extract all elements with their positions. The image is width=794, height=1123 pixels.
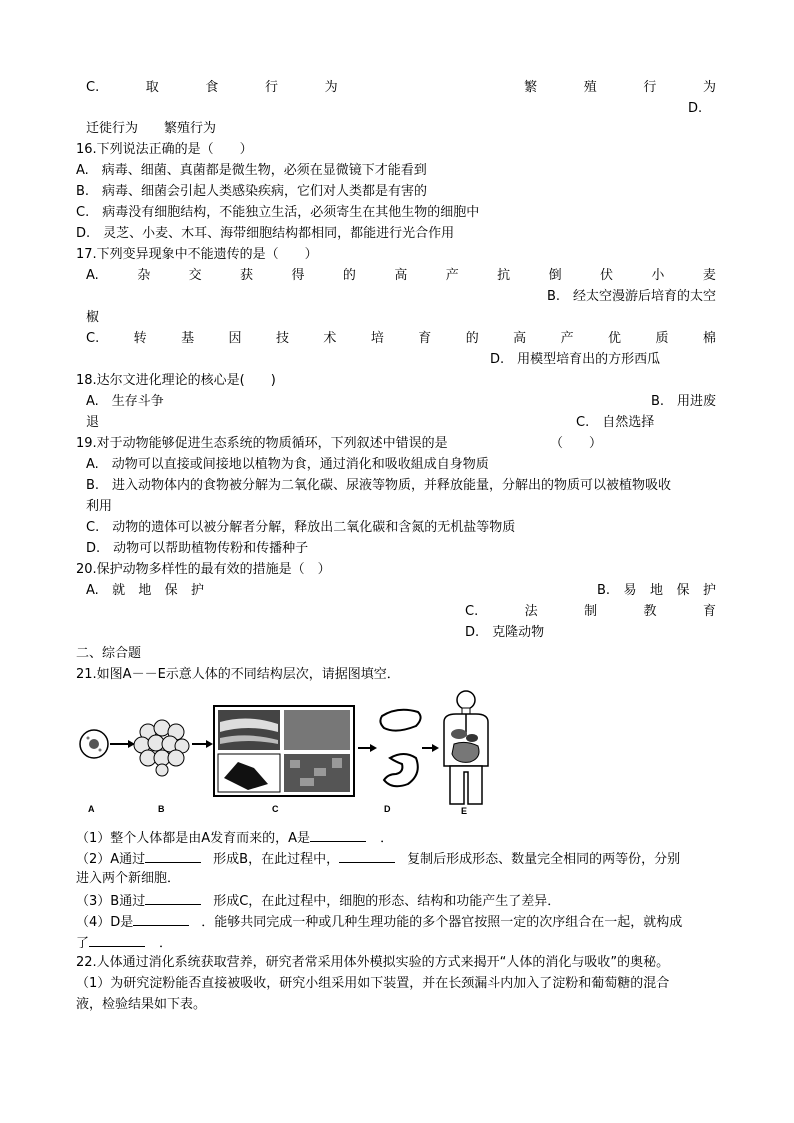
char: C.: [86, 80, 100, 95]
char: 技: [275, 331, 289, 346]
human-body-image: [444, 691, 488, 804]
char: 获: [240, 268, 254, 283]
char: 倒: [548, 268, 562, 283]
fertilized-egg-image: [80, 730, 108, 758]
char: 抗: [497, 268, 511, 283]
char: 为: [324, 80, 338, 95]
q20-stem: 20.保护动物多样性的最有效的措施是（ ）: [76, 562, 331, 577]
q21-sub-1: [76, 827, 393, 849]
char: 地: [138, 583, 152, 598]
answer-blank[interactable]: [89, 932, 145, 947]
char: 为: [702, 80, 716, 95]
char: 行: [643, 80, 657, 95]
organ-images: [380, 710, 420, 787]
q16-option-a: A. 病毒、细菌、真菌都是微生物，必须在显微镜下才能看到: [76, 163, 427, 178]
arrow-icon: [192, 740, 213, 748]
q15-option-c: [86, 78, 716, 98]
q18-stem: 18.达尔文进化理论的核心是( ): [76, 373, 276, 388]
q16-option-d: D. 灵芝、小麦、木耳、海带细胞结构都相同，都能进行光合作用: [76, 226, 455, 241]
char: 产: [560, 331, 574, 346]
figure-label-d: D: [384, 804, 391, 814]
char: 杂: [137, 268, 151, 283]
arrow-icon: [422, 744, 439, 752]
text: ．能够共同完成一种或几种生理功能的多个器官按照一定的次序组合在一起，就构成: [201, 915, 683, 930]
char: 制: [584, 604, 598, 619]
answer-blank[interactable]: [145, 848, 201, 863]
q16-stem: 16.下列说法正确的是（ ）: [76, 142, 253, 157]
q22-sub-1: （1）为研究淀粉能否直接被吸收，研究小组采用如下装置，并在长颈漏斗内加入了淀粉和葡萄糖的混合: [76, 976, 670, 991]
char: 转: [133, 331, 147, 346]
q17-option-a: [86, 266, 716, 286]
q20-option-a: [86, 581, 204, 601]
answer-blank[interactable]: [339, 848, 395, 863]
char: 基: [181, 331, 195, 346]
char: 繁: [524, 80, 538, 95]
char: 行: [264, 80, 278, 95]
q19-option-a: A. 动物可以直接或间接地以植物为食，通过消化和吸收組成自身物质: [86, 457, 489, 472]
char: 育: [418, 331, 432, 346]
char: 交: [188, 268, 202, 283]
answer-blank[interactable]: [310, 827, 366, 842]
char: 培: [370, 331, 384, 346]
q16-option-b: B. 病毒、细菌会引起人类感染疾病，它们对人类都是有害的: [76, 184, 428, 199]
q18-option-a: A. 生存斗争: [86, 394, 164, 409]
q17-stem: 17.下列变异现象中不能遗传的是（ ）: [76, 247, 318, 262]
char: 产: [445, 268, 459, 283]
q22-sub-1-wrap: 液，检验结果如下表。: [76, 997, 207, 1012]
text: （2）A通过: [76, 852, 146, 867]
text: 形成C，在此过程中，细胞的形态、结构和功能产生了差异．: [213, 894, 561, 909]
char: 就: [112, 583, 126, 598]
answer-blank[interactable]: [145, 890, 201, 905]
char: 保: [676, 583, 690, 598]
q21-sub-2: [76, 848, 680, 870]
body-structure-diagram: [78, 688, 498, 818]
answer-blank[interactable]: [133, 911, 189, 926]
section-heading: 二、综合题: [76, 646, 142, 661]
text: 形成B，在此过程中，: [213, 852, 340, 867]
q17-option-d: D. 用模型培育出的方形西瓜: [490, 352, 661, 367]
q17-option-b: B. 经太空漫游后培育的太空: [546, 289, 716, 304]
char: 的: [342, 268, 356, 283]
char: 得: [291, 268, 305, 283]
q17-option-b-wrap: 椒: [86, 310, 100, 325]
q18-option-c: C. 自然选择: [576, 415, 655, 430]
q20-option-b: [597, 581, 716, 601]
text: 了: [76, 936, 90, 951]
char: 术: [323, 331, 337, 346]
q18-option-b: B. 用进废: [650, 394, 716, 409]
text: 复制后形成形态、数量完全相同的两等份，分别: [407, 852, 681, 867]
char: 的: [465, 331, 479, 346]
char: 高: [513, 331, 527, 346]
char: 高: [394, 268, 408, 283]
char: A.: [86, 583, 99, 598]
q21-sub-2-wrap: 进入两个新细胞．: [76, 871, 181, 886]
text: （3）B通过: [76, 894, 146, 909]
q21-stem: 21.如图A－－E示意人体的不同结构层次，请据图填空．: [76, 667, 400, 682]
char: 伏: [600, 268, 614, 283]
char: 殖: [583, 80, 597, 95]
figure-label-a: A: [88, 804, 95, 814]
char: 质: [655, 331, 669, 346]
q19-option-b: B. 进入动物体内的食物被分解为二氧化碳、尿液等物质，并释放能量，分解出的物质可以被植物吸收: [86, 478, 672, 493]
q19-option-d: D. 动物可以帮助植物传粉和传播种子: [86, 541, 309, 556]
q21-sub-3: [76, 890, 560, 912]
q15-option-d-text: 迁徙行为 繁殖行为: [86, 121, 217, 136]
figure-label-c: C: [272, 804, 279, 814]
char: 护: [190, 583, 204, 598]
q19-answer-paren: （ ）: [550, 436, 603, 451]
q18-option-b-wrap: 退: [86, 415, 100, 430]
char: C.: [86, 331, 100, 346]
figure-label-b: B: [158, 804, 165, 814]
char: 保: [164, 583, 178, 598]
tissue-images: [214, 706, 354, 796]
char: 小: [651, 268, 665, 283]
char: B.: [597, 583, 611, 598]
q20-option-c: [465, 602, 716, 622]
char: 育: [702, 604, 716, 619]
figure-label-e: E: [461, 806, 468, 816]
char: C.: [465, 604, 479, 619]
arrow-icon: [358, 744, 377, 752]
text: ．: [159, 936, 173, 951]
char: 法: [524, 604, 538, 619]
char: 麦: [702, 268, 716, 283]
char: 护: [702, 583, 716, 598]
q19-stem: 19.对于动物能够促进生态系统的物质循环，下列叙述中错误的是: [76, 436, 448, 451]
char: 教: [643, 604, 657, 619]
q19-option-b-wrap: 利用: [86, 499, 113, 514]
q17-option-c: [86, 329, 716, 349]
char: 取: [145, 80, 159, 95]
q22-stem: 22.人体通过消化系统获取营养，研究者常采用体外模拟实验的方式来揭开“人体的消化与吸收”的奥秘。: [76, 955, 670, 970]
char: 棉: [702, 331, 716, 346]
q19-option-c: C. 动物的遗体可以被分解者分解，释放出二氧化碳和含氮的无机盐等物质: [86, 520, 516, 535]
char: 因: [228, 331, 242, 346]
q16-option-c: C. 病毒没有细胞结构，不能独立生活，必须寄生在其他生物的细胞中: [76, 205, 480, 220]
q15-option-d-label: D.: [688, 101, 703, 116]
text: （4）D是: [76, 915, 134, 930]
char: 优: [608, 331, 622, 346]
q20-option-d: D. 克隆动物: [465, 625, 545, 640]
char: 易: [623, 583, 637, 598]
arrow-icon: [110, 740, 135, 748]
char: 食: [205, 80, 219, 95]
body-structure-figure: [78, 688, 498, 818]
char: A.: [86, 268, 99, 283]
q21-sub-4-wrap: [76, 932, 172, 954]
q21-sub-4: [76, 911, 682, 933]
cell-cluster-image: [134, 720, 189, 776]
text: ．: [380, 831, 394, 846]
char: 地: [650, 583, 664, 598]
text: （1）整个人体都是由A发育而来的，A是: [76, 831, 311, 846]
